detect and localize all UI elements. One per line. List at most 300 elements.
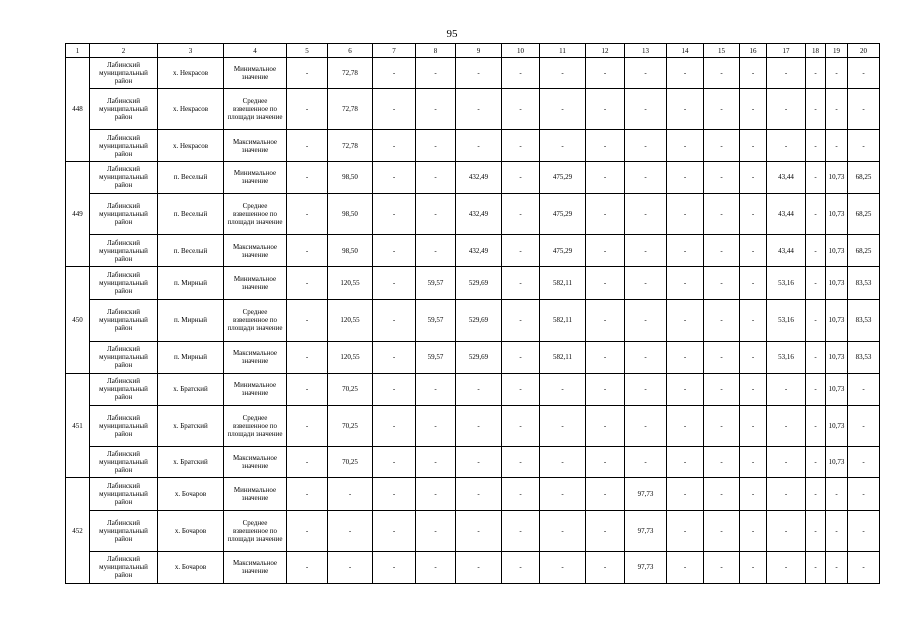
value-cell-col-7: - [373,447,416,478]
row-number-cell: 451 [66,373,90,478]
value-cell-col-14: - [667,235,704,267]
table-row [66,300,880,341]
value-cell-col-8: - [416,193,456,234]
value-cell-col-6: 120,55 [328,300,373,341]
table-row [66,405,880,446]
table-row [66,447,880,478]
value-cell-col-20: - [848,130,880,161]
district-cell: Лабинский муниципальный район [90,478,158,510]
value-cell-col-5: - [287,373,328,405]
value-cell-col-10: - [502,89,540,130]
table-row [66,551,880,583]
value-cell-col-5: - [287,405,328,446]
value-cell-col-8: 59,57 [416,300,456,341]
value-cell-col-19: 10,73 [826,405,848,446]
value-cell-col-19: - [826,130,848,161]
value-cell-col-8: - [416,373,456,405]
value-cell-col-9: 529,69 [456,300,502,341]
value-cell-col-8: - [416,130,456,161]
district-cell: Лабинский муниципальный район [90,161,158,193]
value-cell-col-15: - [704,341,740,373]
value-cell-col-11: 582,11 [540,267,586,300]
value-cell-col-18: - [806,373,826,405]
value-cell-col-9: 432,49 [456,161,502,193]
value-cell-col-19: 10,73 [826,193,848,234]
value-cell-col-12: - [586,235,625,267]
value-cell-col-15: - [704,551,740,583]
settlement-cell: х. Бочаров [158,551,224,583]
value-cell-col-19: - [826,510,848,551]
value-cell-col-10: - [502,373,540,405]
value-cell-col-13: - [625,161,667,193]
district-cell: Лабинский муниципальный район [90,510,158,551]
value-cell-col-11: - [540,405,586,446]
value-cell-col-11: 582,11 [540,341,586,373]
value-cell-col-10: - [502,161,540,193]
value-cell-col-14: - [667,89,704,130]
value-cell-col-7: - [373,551,416,583]
column-header-7: 7 [373,44,416,58]
district-cell: Лабинский муниципальный район [90,130,158,161]
value-cell-col-13: - [625,447,667,478]
value-cell-col-7: - [373,478,416,510]
column-header-6: 6 [328,44,373,58]
value-cell-col-9: - [456,510,502,551]
row-number-cell: 449 [66,161,90,267]
table-body [66,44,880,584]
value-cell-col-6: 72,78 [328,89,373,130]
value-cell-col-6: 98,50 [328,235,373,267]
value-cell-col-8: - [416,510,456,551]
value-cell-col-15: - [704,373,740,405]
column-header-14: 14 [667,44,704,58]
value-cell-col-13: 97,73 [625,551,667,583]
column-header-1: 1 [66,44,90,58]
value-cell-col-8: 59,57 [416,267,456,300]
value-cell-col-7: - [373,341,416,373]
value-cell-col-13: - [625,193,667,234]
value-cell-col-13: 97,73 [625,478,667,510]
value-cell-col-7: - [373,89,416,130]
value-cell-col-14: - [667,58,704,89]
value-cell-col-10: - [502,447,540,478]
value-cell-col-20: 68,25 [848,193,880,234]
value-type-cell: Минимальное значение [224,478,287,510]
value-cell-col-16: - [740,130,767,161]
value-cell-col-19: - [826,89,848,130]
value-cell-col-10: - [502,58,540,89]
value-cell-col-8: - [416,478,456,510]
table-row [66,193,880,234]
settlement-cell: х. Бочаров [158,510,224,551]
value-cell-col-7: - [373,161,416,193]
settlement-cell: х. Братский [158,447,224,478]
value-cell-col-20: - [848,510,880,551]
table-row [66,235,880,267]
value-cell-col-15: - [704,478,740,510]
value-cell-col-8: - [416,161,456,193]
settlement-cell: х. Братский [158,405,224,446]
column-header-13: 13 [625,44,667,58]
value-cell-col-5: - [287,510,328,551]
value-cell-col-11: 475,29 [540,161,586,193]
value-cell-col-6: 120,55 [328,267,373,300]
district-cell: Лабинский муниципальный район [90,235,158,267]
value-cell-col-15: - [704,193,740,234]
value-cell-col-17: 43,44 [767,235,806,267]
value-cell-col-20: - [848,447,880,478]
column-header-3: 3 [158,44,224,58]
value-cell-col-5: - [287,551,328,583]
value-cell-col-7: - [373,405,416,446]
settlement-cell: п. Мирный [158,300,224,341]
value-cell-col-16: - [740,235,767,267]
settlement-cell: х. Братский [158,373,224,405]
column-header-8: 8 [416,44,456,58]
settlement-cell: х. Некрасов [158,89,224,130]
value-cell-col-17: 43,44 [767,193,806,234]
district-cell: Лабинский муниципальный район [90,373,158,405]
value-cell-col-9: - [456,405,502,446]
value-cell-col-9: - [456,89,502,130]
value-cell-col-7: - [373,193,416,234]
value-cell-col-20: 83,53 [848,300,880,341]
value-cell-col-7: - [373,373,416,405]
value-cell-col-17: - [767,373,806,405]
value-cell-col-10: - [502,551,540,583]
value-cell-col-16: - [740,478,767,510]
value-cell-col-13: - [625,405,667,446]
value-cell-col-14: - [667,447,704,478]
value-cell-col-9: 432,49 [456,235,502,267]
value-cell-col-10: - [502,478,540,510]
value-cell-col-16: - [740,89,767,130]
value-cell-col-17: - [767,130,806,161]
table-header-row [66,44,880,58]
value-type-cell: Максимальное значение [224,447,287,478]
value-cell-col-5: - [287,58,328,89]
value-cell-col-12: - [586,341,625,373]
value-cell-col-11: 582,11 [540,300,586,341]
settlement-cell: п. Мирный [158,267,224,300]
value-cell-col-5: - [287,447,328,478]
column-header-15: 15 [704,44,740,58]
settlement-cell: х. Некрасов [158,130,224,161]
value-cell-col-14: - [667,161,704,193]
value-cell-col-20: - [848,551,880,583]
value-cell-col-5: - [287,193,328,234]
district-cell: Лабинский муниципальный район [90,300,158,341]
value-cell-col-20: - [848,58,880,89]
value-cell-col-5: - [287,267,328,300]
value-cell-col-14: - [667,373,704,405]
value-type-cell: Среднее взвешенное по площади значение [224,405,287,446]
value-cell-col-15: - [704,267,740,300]
value-cell-col-12: - [586,89,625,130]
value-cell-col-17: 53,16 [767,267,806,300]
value-cell-col-14: - [667,341,704,373]
value-cell-col-19: 10,73 [826,373,848,405]
value-cell-col-16: - [740,58,767,89]
value-cell-col-16: - [740,300,767,341]
settlement-cell: х. Бочаров [158,478,224,510]
value-type-cell: Минимальное значение [224,58,287,89]
value-cell-col-16: - [740,510,767,551]
district-cell: Лабинский муниципальный район [90,267,158,300]
value-cell-col-10: - [502,341,540,373]
value-cell-col-12: - [586,478,625,510]
district-cell: Лабинский муниципальный район [90,341,158,373]
value-cell-col-15: - [704,89,740,130]
value-cell-col-18: - [806,161,826,193]
table-row [66,341,880,373]
value-cell-col-11: - [540,551,586,583]
district-cell: Лабинский муниципальный район [90,89,158,130]
value-cell-col-6: 72,78 [328,130,373,161]
value-cell-col-11: - [540,89,586,130]
value-cell-col-10: - [502,510,540,551]
column-header-11: 11 [540,44,586,58]
value-cell-col-11: - [540,58,586,89]
value-cell-col-15: - [704,405,740,446]
value-cell-col-12: - [586,300,625,341]
value-type-cell: Среднее взвешенное по площади значение [224,89,287,130]
value-cell-col-15: - [704,447,740,478]
value-cell-col-10: - [502,300,540,341]
value-cell-col-20: - [848,405,880,446]
value-cell-col-15: - [704,300,740,341]
value-cell-col-7: - [373,300,416,341]
value-cell-col-20: - [848,373,880,405]
value-cell-col-12: - [586,193,625,234]
value-cell-col-8: - [416,235,456,267]
value-cell-col-16: - [740,267,767,300]
value-cell-col-18: - [806,510,826,551]
value-cell-col-5: - [287,341,328,373]
value-cell-col-8: - [416,551,456,583]
value-cell-col-18: - [806,193,826,234]
value-cell-col-16: - [740,405,767,446]
value-cell-col-18: - [806,267,826,300]
value-cell-col-14: - [667,478,704,510]
value-cell-col-9: - [456,551,502,583]
value-cell-col-19: 10,73 [826,300,848,341]
value-type-cell: Максимальное значение [224,341,287,373]
table-row [66,58,880,89]
value-cell-col-16: - [740,551,767,583]
value-cell-col-13: - [625,58,667,89]
value-cell-col-20: 68,25 [848,235,880,267]
value-cell-col-13: - [625,373,667,405]
district-cell: Лабинский муниципальный район [90,447,158,478]
value-cell-col-5: - [287,235,328,267]
value-cell-col-9: - [456,373,502,405]
value-cell-col-13: - [625,341,667,373]
value-cell-col-14: - [667,300,704,341]
value-cell-col-17: - [767,551,806,583]
value-cell-col-11: 475,29 [540,235,586,267]
value-type-cell: Максимальное значение [224,235,287,267]
value-cell-col-7: - [373,130,416,161]
value-cell-col-11: - [540,130,586,161]
value-cell-col-13: 97,73 [625,510,667,551]
value-cell-col-11: - [540,510,586,551]
value-cell-col-18: - [806,300,826,341]
value-cell-col-12: - [586,447,625,478]
column-header-20: 20 [848,44,880,58]
value-type-cell: Среднее взвешенное по площади значение [224,193,287,234]
value-cell-col-19: 10,73 [826,235,848,267]
district-cell: Лабинский муниципальный район [90,193,158,234]
value-cell-col-12: - [586,267,625,300]
value-cell-col-18: - [806,551,826,583]
table-row [66,130,880,161]
value-type-cell: Среднее взвешенное по площади значение [224,510,287,551]
settlement-cell: п. Мирный [158,341,224,373]
value-cell-col-17: 43,44 [767,161,806,193]
value-cell-col-14: - [667,130,704,161]
value-cell-col-15: - [704,58,740,89]
value-cell-col-16: - [740,193,767,234]
value-cell-col-12: - [586,161,625,193]
value-cell-col-9: - [456,447,502,478]
value-cell-col-9: 529,69 [456,267,502,300]
value-cell-col-19: 10,73 [826,267,848,300]
value-cell-col-15: - [704,130,740,161]
value-cell-col-18: - [806,235,826,267]
value-cell-col-17: 53,16 [767,341,806,373]
column-header-5: 5 [287,44,328,58]
value-cell-col-16: - [740,373,767,405]
column-header-9: 9 [456,44,502,58]
value-cell-col-18: - [806,89,826,130]
value-cell-col-10: - [502,267,540,300]
settlement-cell: п. Веселый [158,235,224,267]
column-header-16: 16 [740,44,767,58]
value-cell-col-19: - [826,551,848,583]
value-cell-col-5: - [287,161,328,193]
value-cell-col-20: 83,53 [848,267,880,300]
value-type-cell: Максимальное значение [224,551,287,583]
column-header-2: 2 [90,44,158,58]
value-cell-col-14: - [667,405,704,446]
column-header-17: 17 [767,44,806,58]
value-cell-col-15: - [704,510,740,551]
value-cell-col-18: - [806,447,826,478]
value-cell-col-11: - [540,447,586,478]
value-cell-col-17: - [767,447,806,478]
value-cell-col-6: 120,55 [328,341,373,373]
value-cell-col-7: - [373,58,416,89]
value-cell-col-14: - [667,267,704,300]
value-cell-col-13: - [625,89,667,130]
value-cell-col-19: - [826,478,848,510]
value-cell-col-5: - [287,89,328,130]
value-type-cell: Минимальное значение [224,373,287,405]
value-cell-col-12: - [586,551,625,583]
district-cell: Лабинский муниципальный район [90,58,158,89]
value-cell-col-12: - [586,510,625,551]
value-cell-col-13: - [625,235,667,267]
value-cell-col-6: - [328,551,373,583]
data-table [65,43,880,584]
value-cell-col-6: - [328,510,373,551]
column-header-12: 12 [586,44,625,58]
page-number: 95 [446,28,458,40]
value-cell-col-8: - [416,58,456,89]
value-cell-col-9: - [456,130,502,161]
value-cell-col-8: - [416,89,456,130]
row-number-cell: 450 [66,267,90,374]
value-cell-col-10: - [502,405,540,446]
value-cell-col-6: 72,78 [328,58,373,89]
row-number-cell: 452 [66,478,90,584]
value-cell-col-9: - [456,478,502,510]
value-cell-col-15: - [704,161,740,193]
value-cell-col-17: 53,16 [767,300,806,341]
value-cell-col-19: 10,73 [826,161,848,193]
value-cell-col-12: - [586,405,625,446]
value-cell-col-17: - [767,510,806,551]
value-cell-col-11: - [540,373,586,405]
value-cell-col-17: - [767,478,806,510]
value-cell-col-9: 529,69 [456,341,502,373]
value-cell-col-6: - [328,478,373,510]
column-header-19: 19 [826,44,848,58]
value-type-cell: Минимальное значение [224,267,287,300]
value-cell-col-20: - [848,89,880,130]
value-type-cell: Минимальное значение [224,161,287,193]
value-cell-col-19: - [826,58,848,89]
value-cell-col-10: - [502,235,540,267]
value-cell-col-16: - [740,341,767,373]
value-cell-col-20: 68,25 [848,161,880,193]
value-cell-col-16: - [740,161,767,193]
settlement-cell: п. Веселый [158,193,224,234]
value-cell-col-18: - [806,405,826,446]
district-cell: Лабинский муниципальный район [90,405,158,446]
table-row [66,89,880,130]
value-type-cell: Максимальное значение [224,130,287,161]
value-cell-col-11: 475,29 [540,193,586,234]
value-cell-col-6: 98,50 [328,193,373,234]
value-cell-col-7: - [373,267,416,300]
value-cell-col-10: - [502,193,540,234]
value-cell-col-18: - [806,58,826,89]
value-cell-col-9: - [456,58,502,89]
column-header-4: 4 [224,44,287,58]
value-cell-col-6: 98,50 [328,161,373,193]
value-cell-col-5: - [287,478,328,510]
value-cell-col-9: 432,49 [456,193,502,234]
value-cell-col-17: - [767,58,806,89]
value-cell-col-6: 70,25 [328,373,373,405]
value-cell-col-13: - [625,267,667,300]
district-cell: Лабинский муниципальный район [90,551,158,583]
table-row [66,373,880,405]
value-cell-col-15: - [704,235,740,267]
value-cell-col-5: - [287,130,328,161]
value-cell-col-14: - [667,510,704,551]
table-row [66,478,880,510]
settlement-cell: п. Веселый [158,161,224,193]
value-cell-col-6: 70,25 [328,405,373,446]
value-cell-col-18: - [806,341,826,373]
value-cell-col-12: - [586,373,625,405]
value-cell-col-7: - [373,235,416,267]
value-cell-col-17: - [767,89,806,130]
value-cell-col-8: - [416,405,456,446]
